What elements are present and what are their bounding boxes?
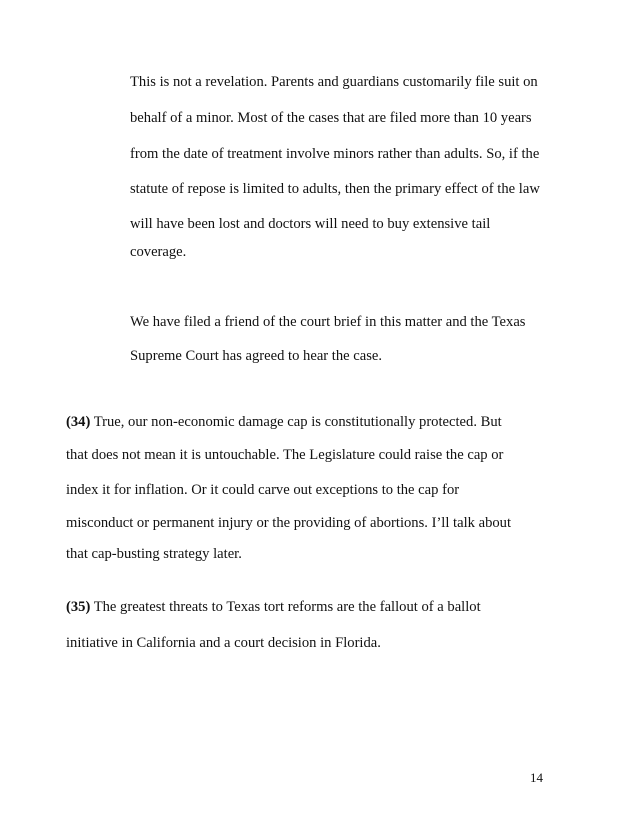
- paragraph-35-line-2: initiative in California and a court decision in Florida.: [66, 635, 381, 651]
- paragraph-34-line-1-text: True, our non-economic damage cap is constitutionally protected. But: [90, 414, 502, 430]
- paragraph-number-35: (35): [66, 599, 91, 615]
- paragraph-1-line-3: from the date of treatment involve minors rather than adults. So, if the: [130, 146, 540, 162]
- paragraph-1-line-2: behalf of a minor. Most of the cases that are filed more than 10 years: [130, 110, 532, 126]
- paragraph-34-line-1: [66, 413, 502, 431]
- paragraph-34-line-5: that cap-busting strategy later.: [66, 546, 242, 562]
- paragraph-1-line-4: statute of repose is limited to adults, then the primary effect of the law: [130, 181, 540, 197]
- paragraph-34-line-2: that does not mean it is untouchable. The Legislature could raise the cap or: [66, 447, 504, 463]
- paragraph-1-line-5: will have been lost and doctors will need to buy extensive tail: [130, 216, 491, 232]
- paragraph-number-34: (34): [66, 414, 91, 430]
- paragraph-1-line-6: coverage.: [130, 244, 187, 260]
- paragraph-34-line-3: index it for inflation. Or it could carve out exceptions to the cap for: [66, 482, 460, 498]
- paragraph-35-line-1-text: The greatest threats to Texas tort reforms are the fallout of a ballot: [90, 599, 481, 615]
- paragraph-2-line-2: Supreme Court has agreed to hear the case.: [130, 348, 383, 364]
- paragraph-1-line-1: This is not a revelation. Parents and guardians customarily file suit on: [130, 74, 538, 90]
- page-number: 14: [530, 770, 543, 785]
- paragraph-34-line-4: misconduct or permanent injury or the providing of abortions. I’ll talk about: [66, 515, 512, 531]
- paragraph-35-line-1: [66, 598, 481, 616]
- paragraph-2-line-1: We have filed a friend of the court brief in this matter and the Texas: [130, 314, 526, 330]
